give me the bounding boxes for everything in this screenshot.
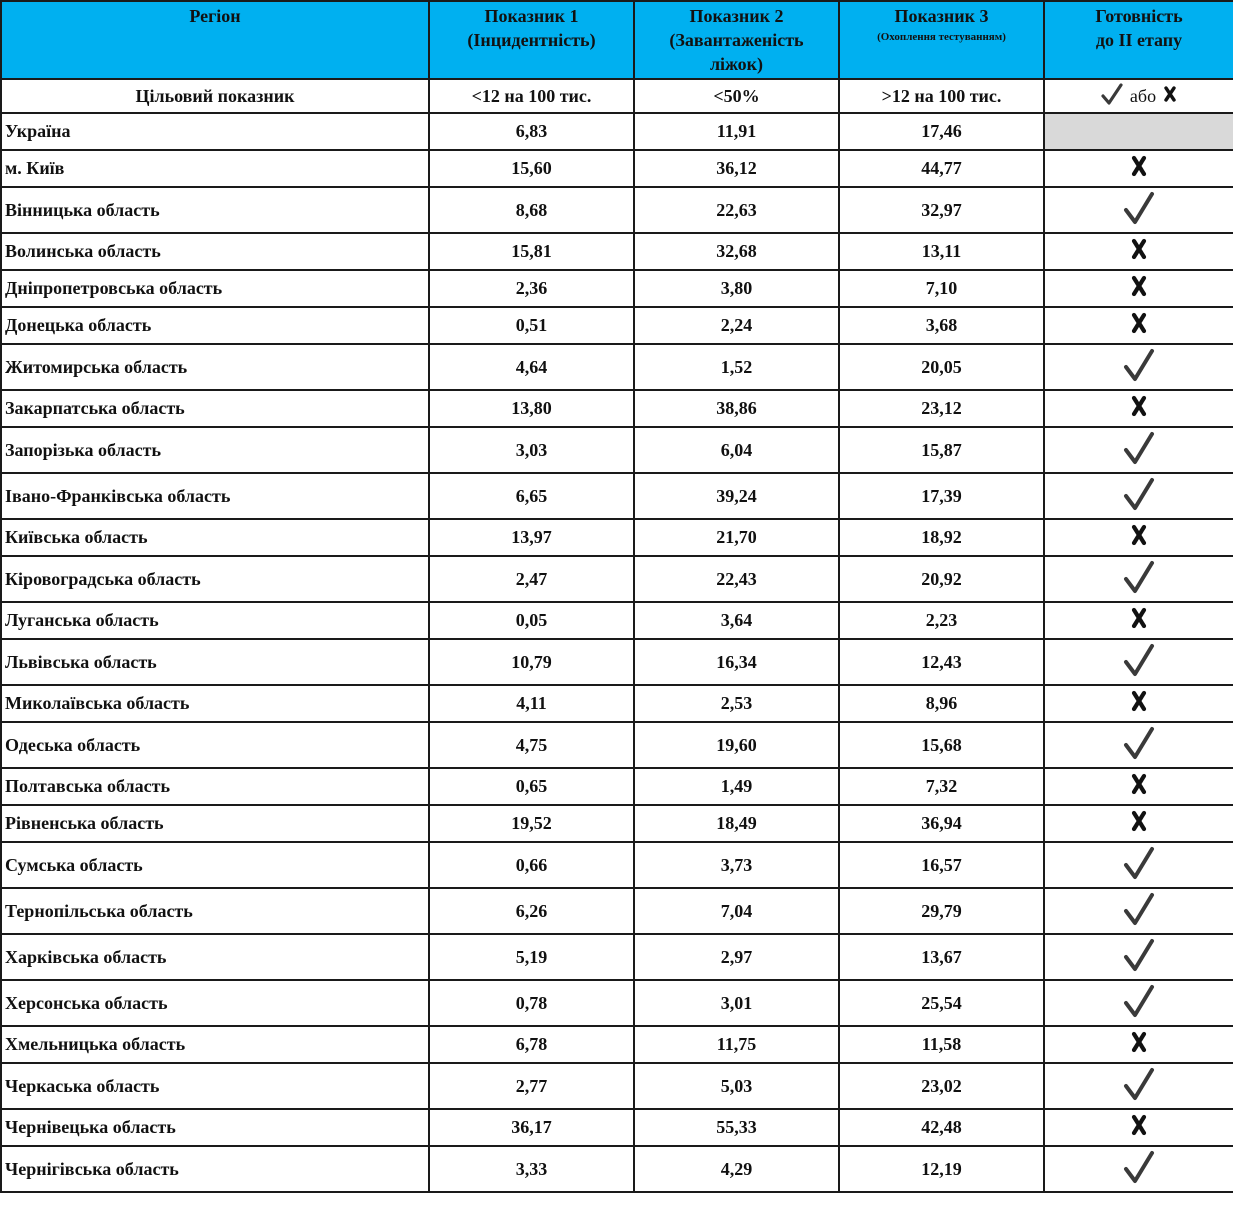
indicator-1-value: 2,47 — [429, 556, 634, 602]
indicator-1-value: 2,77 — [429, 1063, 634, 1109]
indicator-2-value: 1,49 — [634, 768, 839, 805]
indicator-2-value: 5,03 — [634, 1063, 839, 1109]
readiness-cell — [1044, 307, 1233, 344]
readiness-cell — [1044, 519, 1233, 556]
region-name: Херсонська область — [1, 980, 429, 1026]
readiness-cell — [1044, 390, 1233, 427]
cross-icon — [1130, 395, 1148, 422]
table-row — [1, 150, 1233, 187]
indicator-1-value: 15,81 — [429, 233, 634, 270]
indicator-2-value: 11,91 — [634, 113, 839, 150]
indicator-1-value: 6,78 — [429, 1026, 634, 1063]
table-row — [1, 722, 1233, 768]
table-row — [1, 980, 1233, 1026]
indicator-2-value: 39,24 — [634, 473, 839, 519]
table-row — [1, 390, 1233, 427]
target-indicator-2: <50% — [634, 79, 839, 113]
indicator-2-value: 38,86 — [634, 390, 839, 427]
readiness-cell — [1044, 113, 1233, 150]
indicator-2-value: 32,68 — [634, 233, 839, 270]
check-icon — [1123, 1067, 1155, 1106]
table-row — [1, 888, 1233, 934]
indicator-2-value: 19,60 — [634, 722, 839, 768]
indicator-3-value: 18,92 — [839, 519, 1044, 556]
target-indicator-3: >12 на 100 тис. — [839, 79, 1044, 113]
readiness-cell — [1044, 842, 1233, 888]
table-row — [1, 1026, 1233, 1063]
indicator-3-value: 20,92 — [839, 556, 1044, 602]
indicator-3-value: 42,48 — [839, 1109, 1044, 1146]
readiness-cell — [1044, 1026, 1233, 1063]
indicator-1-value: 0,51 — [429, 307, 634, 344]
indicator-3-value: 29,79 — [839, 888, 1044, 934]
cross-icon — [1163, 86, 1177, 107]
indicator-2-value: 11,75 — [634, 1026, 839, 1063]
indicator-3-value: 3,68 — [839, 307, 1044, 344]
indicator-1-value: 0,65 — [429, 768, 634, 805]
check-icon — [1101, 83, 1123, 110]
region-name: Черкаська область — [1, 1063, 429, 1109]
indicator-1-value: 13,80 — [429, 390, 634, 427]
table-row — [1, 113, 1233, 150]
indicator-1-value: 10,79 — [429, 639, 634, 685]
header-indicator-3-title: Показник 3 — [894, 6, 989, 26]
region-name: Львівська область — [1, 639, 429, 685]
table-row — [1, 602, 1233, 639]
region-name: Закарпатська область — [1, 390, 429, 427]
readiness-cell — [1044, 270, 1233, 307]
table-row — [1, 473, 1233, 519]
check-icon — [1123, 892, 1155, 931]
cross-icon — [1130, 773, 1148, 800]
indicator-3-value: 23,02 — [839, 1063, 1044, 1109]
table-row — [1, 805, 1233, 842]
indicator-2-value: 18,49 — [634, 805, 839, 842]
readiness-cell — [1044, 980, 1233, 1026]
indicator-2-value: 55,33 — [634, 1109, 839, 1146]
region-name: Київська область — [1, 519, 429, 556]
indicator-3-value: 13,67 — [839, 934, 1044, 980]
check-icon — [1123, 560, 1155, 599]
region-name: м. Київ — [1, 150, 429, 187]
cross-icon — [1130, 810, 1148, 837]
indicator-1-value: 13,97 — [429, 519, 634, 556]
readiness-cell — [1044, 1146, 1233, 1192]
readiness-cell — [1044, 344, 1233, 390]
indicator-2-value: 22,43 — [634, 556, 839, 602]
indicator-1-value: 3,03 — [429, 427, 634, 473]
header-indicator-1 — [429, 1, 634, 79]
table-row — [1, 556, 1233, 602]
table-row — [1, 307, 1233, 344]
indicator-3-value: 12,19 — [839, 1146, 1044, 1192]
readiness-cell — [1044, 639, 1233, 685]
indicator-1-value: 4,11 — [429, 685, 634, 722]
target-label: Цільовий показник — [1, 79, 429, 113]
table-row — [1, 934, 1233, 980]
cross-icon — [1130, 238, 1148, 265]
readiness-cell — [1044, 805, 1233, 842]
indicator-3-value: 13,11 — [839, 233, 1044, 270]
indicator-1-value: 4,64 — [429, 344, 634, 390]
header-row — [1, 1, 1233, 79]
readiness-cell — [1044, 888, 1233, 934]
table-row — [1, 1063, 1233, 1109]
indicator-3-value: 44,77 — [839, 150, 1044, 187]
readiness-cell — [1044, 768, 1233, 805]
table-row — [1, 1146, 1233, 1192]
readiness-cell — [1044, 473, 1233, 519]
region-name: Вінницька область — [1, 187, 429, 233]
target-readiness-legend — [1044, 79, 1233, 113]
indicator-2-value: 36,12 — [634, 150, 839, 187]
readiness-cell — [1044, 1109, 1233, 1146]
indicator-2-value: 2,24 — [634, 307, 839, 344]
readiness-cell — [1044, 427, 1233, 473]
indicator-3-value: 15,68 — [839, 722, 1044, 768]
indicator-2-value: 1,52 — [634, 344, 839, 390]
cross-icon — [1130, 312, 1148, 339]
header-indicator-3-subtitle: (Охоплення тестуванням) — [877, 31, 1006, 43]
cross-icon — [1130, 1114, 1148, 1141]
indicator-1-value: 0,05 — [429, 602, 634, 639]
region-name: Івано-Франківська область — [1, 473, 429, 519]
table-row — [1, 519, 1233, 556]
header-indicator-2-subtitle-1: (Завантаженість — [669, 30, 804, 50]
indicator-1-value: 6,65 — [429, 473, 634, 519]
indicator-3-value: 17,46 — [839, 113, 1044, 150]
region-name: Рівненська область — [1, 805, 429, 842]
cross-icon — [1130, 607, 1148, 634]
readiness-cell — [1044, 685, 1233, 722]
indicator-2-value: 3,01 — [634, 980, 839, 1026]
region-name: Луганська область — [1, 602, 429, 639]
indicator-3-value: 15,87 — [839, 427, 1044, 473]
region-name: Тернопільська область — [1, 888, 429, 934]
check-icon — [1123, 1150, 1155, 1189]
readiness-cell — [1044, 233, 1233, 270]
check-icon — [1123, 846, 1155, 885]
indicator-1-value: 5,19 — [429, 934, 634, 980]
cross-icon — [1130, 524, 1148, 551]
check-icon — [1123, 643, 1155, 682]
region-name: Донецька область — [1, 307, 429, 344]
check-icon — [1123, 348, 1155, 387]
indicator-3-value: 36,94 — [839, 805, 1044, 842]
table-row — [1, 233, 1233, 270]
header-indicator-2-title: Показник 2 — [689, 6, 784, 26]
check-icon — [1123, 938, 1155, 977]
indicator-2-value: 6,04 — [634, 427, 839, 473]
check-icon — [1123, 191, 1155, 230]
table-row — [1, 187, 1233, 233]
region-name: Волинська область — [1, 233, 429, 270]
indicator-1-value: 8,68 — [429, 187, 634, 233]
indicator-2-value: 22,63 — [634, 187, 839, 233]
region-name: Чернівецька область — [1, 1109, 429, 1146]
indicator-2-value: 3,64 — [634, 602, 839, 639]
header-region-label: Регіон — [189, 6, 241, 26]
check-icon — [1123, 477, 1155, 516]
readiness-cell — [1044, 1063, 1233, 1109]
indicator-3-value: 11,58 — [839, 1026, 1044, 1063]
indicator-3-value: 16,57 — [839, 842, 1044, 888]
target-row — [1, 79, 1233, 113]
cross-icon — [1130, 690, 1148, 717]
cross-icon — [1130, 1031, 1148, 1058]
indicator-2-value: 21,70 — [634, 519, 839, 556]
indicator-3-value: 12,43 — [839, 639, 1044, 685]
header-indicator-1-title: Показник 1 — [484, 6, 579, 26]
table-row — [1, 427, 1233, 473]
cross-icon — [1130, 275, 1148, 302]
region-name: Україна — [1, 113, 429, 150]
region-name: Одеська область — [1, 722, 429, 768]
header-readiness-line-2: до ІІ етапу — [1095, 30, 1183, 50]
table-row — [1, 270, 1233, 307]
header-readiness — [1044, 1, 1233, 79]
indicator-1-value: 4,75 — [429, 722, 634, 768]
indicator-1-value: 0,66 — [429, 842, 634, 888]
check-icon — [1123, 726, 1155, 765]
check-icon — [1123, 984, 1155, 1023]
table-row — [1, 344, 1233, 390]
header-indicator-2-subtitle-2: ліжок) — [709, 54, 764, 74]
region-name: Хмельницька область — [1, 1026, 429, 1063]
table-row — [1, 639, 1233, 685]
region-name: Полтавська область — [1, 768, 429, 805]
region-name: Кіровоградська область — [1, 556, 429, 602]
readiness-cell — [1044, 556, 1233, 602]
indicator-3-value: 25,54 — [839, 980, 1044, 1026]
indicator-1-value: 3,33 — [429, 1146, 634, 1192]
indicator-1-value: 19,52 — [429, 805, 634, 842]
indicator-2-value: 3,73 — [634, 842, 839, 888]
indicator-2-value: 16,34 — [634, 639, 839, 685]
indicator-2-value: 2,53 — [634, 685, 839, 722]
indicator-3-value: 7,32 — [839, 768, 1044, 805]
indicator-1-value: 0,78 — [429, 980, 634, 1026]
indicator-2-value: 3,80 — [634, 270, 839, 307]
region-name: Чернігівська область — [1, 1146, 429, 1192]
region-name: Миколаївська область — [1, 685, 429, 722]
region-name: Харківська область — [1, 934, 429, 980]
readiness-cell — [1044, 722, 1233, 768]
indicator-3-value: 20,05 — [839, 344, 1044, 390]
indicator-3-value: 8,96 — [839, 685, 1044, 722]
region-name: Дніпропетровська область — [1, 270, 429, 307]
readiness-cell — [1044, 602, 1233, 639]
indicator-3-value: 32,97 — [839, 187, 1044, 233]
indicator-2-value: 7,04 — [634, 888, 839, 934]
readiness-cell — [1044, 187, 1233, 233]
indicator-2-value: 2,97 — [634, 934, 839, 980]
table-row — [1, 685, 1233, 722]
indicator-2-value: 4,29 — [634, 1146, 839, 1192]
table-row — [1, 1109, 1233, 1146]
check-icon — [1123, 431, 1155, 470]
table-row — [1, 768, 1233, 805]
header-indicator-1-subtitle: (Інцидентність) — [467, 30, 596, 50]
target-indicator-1: <12 на 100 тис. — [429, 79, 634, 113]
readiness-cell — [1044, 934, 1233, 980]
region-name: Житомирська область — [1, 344, 429, 390]
indicator-1-value: 36,17 — [429, 1109, 634, 1146]
header-readiness-line-1: Готовність — [1095, 6, 1183, 26]
indicator-3-value: 2,23 — [839, 602, 1044, 639]
indicator-3-value: 7,10 — [839, 270, 1044, 307]
indicator-1-value: 6,26 — [429, 888, 634, 934]
region-name: Запорізька область — [1, 427, 429, 473]
header-indicator-2 — [634, 1, 839, 79]
region-name: Сумська область — [1, 842, 429, 888]
target-or-text: або — [1129, 85, 1157, 106]
cross-icon — [1130, 155, 1148, 182]
indicator-1-value: 2,36 — [429, 270, 634, 307]
indicator-3-value: 23,12 — [839, 390, 1044, 427]
indicator-3-value: 17,39 — [839, 473, 1044, 519]
header-indicator-3 — [839, 1, 1044, 79]
indicator-1-value: 6,83 — [429, 113, 634, 150]
readiness-cell — [1044, 150, 1233, 187]
table-row — [1, 842, 1233, 888]
header-region — [1, 1, 429, 79]
indicator-1-value: 15,60 — [429, 150, 634, 187]
